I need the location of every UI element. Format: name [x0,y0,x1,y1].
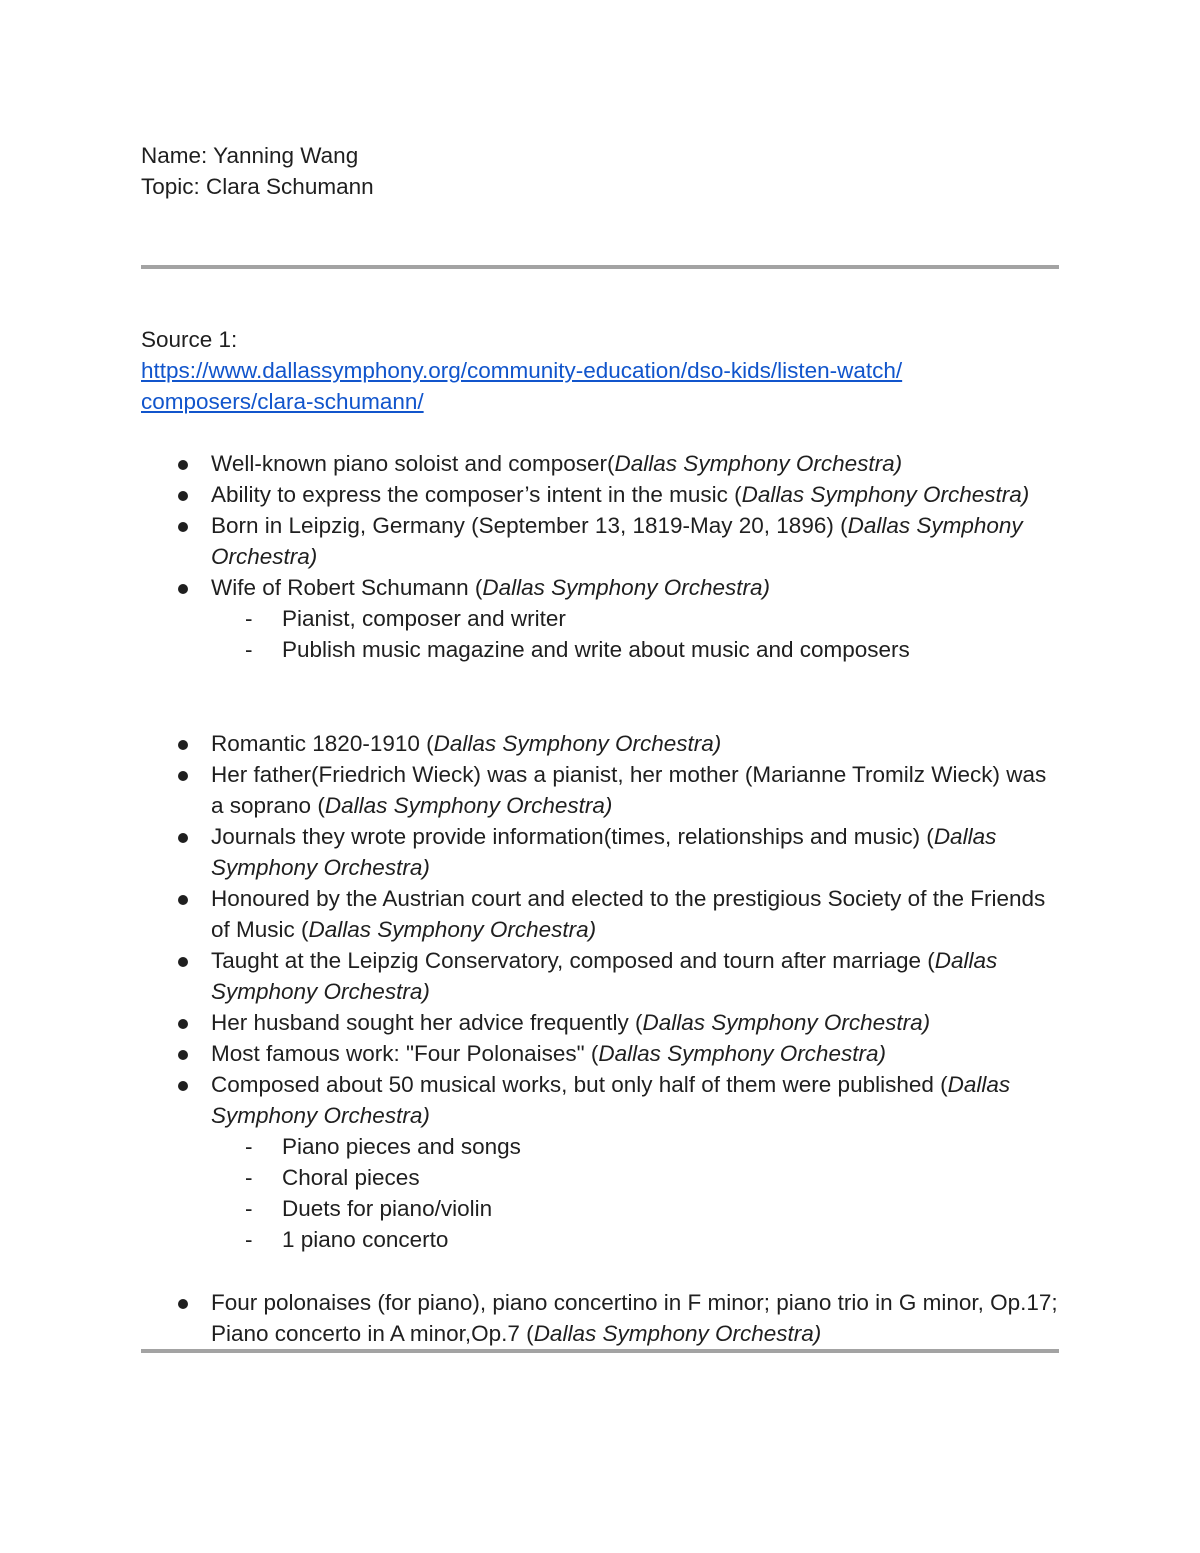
sub-list-item: - Publish music magazine and write about music and composers [0,634,1060,665]
citation: Dallas Symphony Orchestra) [211,948,998,1004]
citation: Dallas Symphony Orchestra) [533,1321,822,1346]
list-item: Wife of Robert Schumann (Dallas Symphony Orchestra) - Pianist, composer and writer - Publish music magazine and write about music and composers [0,572,1060,665]
horizontal-rule-bottom [141,1349,1059,1353]
header-block [141,140,374,202]
citation: Dallas Symphony Orchestra) [433,731,722,756]
bullet-dot-icon [178,771,188,781]
citation: Dallas Symphony Orchestra) [211,1072,1011,1128]
bullet-dot-icon [178,1019,188,1029]
citation: Dallas Symphony Orchestra) [642,1010,931,1035]
dash-marker: - [245,637,253,662]
dash-marker: - [245,1165,253,1190]
bullet-dot-icon [178,522,188,532]
citation: Dallas Symphony Orchestra) [614,451,903,476]
list-item: Her father(Friedrich Wieck) was a pianist, her mother (Marianne Tromilz Wieck) was a soprano (Dallas Symphony Orchestra) [0,759,1060,821]
bullet-dot-icon [178,740,188,750]
bullet-list-3 [0,1287,1060,1349]
bullet-dot-icon [178,1081,188,1091]
sub-list-item: - Duets for piano/violin [0,1193,1060,1224]
list-item: Taught at the Leipzig Conservatory, composed and tourn after marriage (Dallas Symphony Orchestra) [0,945,1060,1007]
bullet-dot-icon [178,491,188,501]
horizontal-rule-top [141,265,1059,269]
list-item: Most famous work: "Four Polonaises" (Dallas Symphony Orchestra) [0,1038,1060,1069]
bullet-list-2 [0,728,1060,1255]
citation: Dallas Symphony Orchestra) [741,482,1030,507]
list-item: Her husband sought her advice frequently (Dallas Symphony Orchestra) [0,1007,1060,1038]
citation: Dallas Symphony Orchestra) [482,575,770,600]
source-link-line-1[interactable]: https://www.dallassymphony.org/community-education/dso-kids/listen-watch/ [141,358,903,383]
citation: Dallas Symphony Orchestra) [324,793,613,818]
sub-list-2 [211,1131,1060,1255]
dash-marker: - [245,1227,253,1252]
list-item: Composed about 50 musical works, but only half of them were published (Dallas Symphony Orchestra) - Piano pieces and songs - Choral pieces - Duets for piano/violin - 1 piano concerto [0,1069,1060,1255]
citation: Dallas Symphony Orchestra) [211,513,1023,569]
citation: Dallas Symphony Orchestra) [211,824,997,880]
dash-marker: - [245,1196,253,1221]
bullet-dot-icon [178,1299,188,1309]
bullet-dot-icon [178,895,188,905]
list-item: Born in Leipzig, Germany (September 13, 1819-May 20, 1896) (Dallas Symphony Orchestra) [0,510,1060,572]
sub-list-item: - 1 piano concerto [0,1224,1060,1255]
list-item: Ability to express the composer’s intent in the music (Dallas Symphony Orchestra) [0,479,1060,510]
bullet-dot-icon [178,460,188,470]
list-item: Well-known piano soloist and composer(Dallas Symphony Orchestra) [0,448,1060,479]
bullet-dot-icon [178,584,188,594]
list-item: Journals they wrote provide information(times, relationships and music) (Dallas Symphony Orchestra) [0,821,1060,883]
bullet-dot-icon [178,957,188,967]
sub-list-item: - Choral pieces [0,1162,1060,1193]
bullet-dot-icon [178,833,188,843]
bullet-dot-icon [178,1050,188,1060]
student-name: Name: Yanning Wang [141,143,359,168]
dash-marker: - [245,606,253,631]
dash-marker: - [245,1134,253,1159]
source-block [141,324,902,417]
list-item: Romantic 1820-1910 (Dallas Symphony Orchestra) [0,728,1060,759]
list-item: Four polonaises (for piano), piano concertino in F minor; piano trio in G minor, Op.17; Piano concerto in A minor,Op.7 (Dallas Symphony Orchestra) [0,1287,1060,1349]
citation: Dallas Symphony Orchestra) [308,917,597,942]
list-item: Honoured by the Austrian court and elected to the prestigious Society of the Friends of Music (Dallas Symphony Orchestra) [0,883,1060,945]
topic-line: Topic: Clara Schumann [141,174,374,199]
sub-list-item: - Piano pieces and songs [0,1131,1060,1162]
sub-list-1 [211,603,1060,665]
bullet-list-1 [0,448,1060,665]
sub-list-item: - Pianist, composer and writer [0,603,1060,634]
citation: Dallas Symphony Orchestra) [598,1041,886,1066]
source-label: Source 1: [141,327,238,352]
source-link-line-2[interactable]: composers/clara-schumann/ [141,389,424,414]
